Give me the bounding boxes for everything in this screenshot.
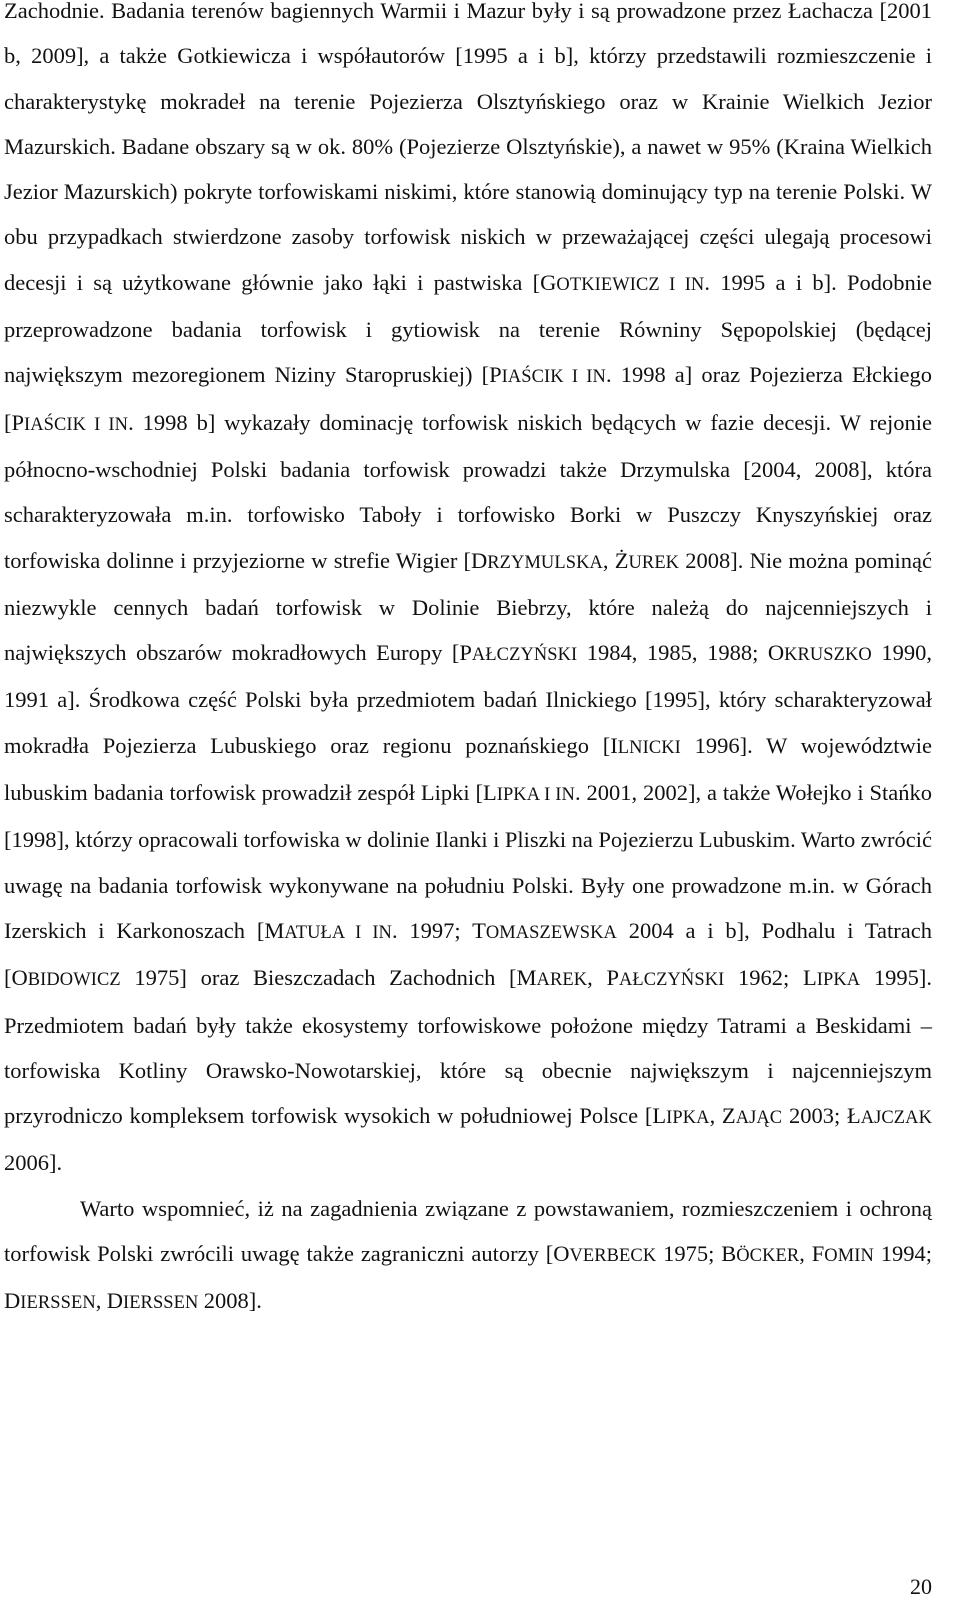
text-run: 1984, 1985, 1988; O [577, 640, 785, 666]
text-run: 1975; B [656, 1241, 737, 1267]
author-smallcaps: AŁCZYŃSKI [618, 969, 725, 990]
text-run: . 1998 b] wykazały dominację torfowisk niskich będących w fazie decesji. W rejonie północno-wschodniej Polski badania torfowisk prowadzi także Drzymulska [2004, 2008], która scharakteryzowała m.in. torfowisko Taboły i torfowisko Borki w Puszczy Knyszyńskiej oraz torfowiska dolinne i przyjeziorne w strefie Wigier [D [4, 409, 932, 573]
text-run: 1996]. W województwie lubuskim badania torfowisk prowadził zespół Lipki [L [4, 732, 932, 806]
author-smallcaps: OMASZEWSKA [485, 921, 617, 942]
author-smallcaps: ÖCKER [736, 1245, 800, 1266]
text-run: 2003; Ł [782, 1103, 861, 1129]
paragraph-2 [4, 1186, 932, 1326]
text-run: , Z [709, 1103, 736, 1129]
author-smallcaps: RZYMULSKA [487, 551, 603, 572]
page-number: 20 [910, 1574, 932, 1599]
paragraph-1 [4, 0, 932, 1186]
text-run: . 2001, 2002], a także Wołejko i Stańko [1998], którzy opracowali torfowiska w dolinie Ilanki i Pliszki na Pojezierzu Lubuskim. Warto zwrócić uwagę na badania torfowisk wykonywane na południu Polski. Były one prowadzone m.in. w Górach Izerskich i Karkonoszach [M [4, 780, 932, 943]
author-smallcaps: IAŚCIK I IN [24, 413, 129, 434]
text-run: . 1998 a] oraz Pojezierza Ełckiego [P [4, 362, 933, 435]
text-run: Warto wspomnieć, iż na zagadnienia związane z powstawaniem, rozmieszczeniem i ochroną torfowisk Polski zwrócili uwagę także zagraniczni autorzy [O [4, 1195, 932, 1267]
author-smallcaps: OMIN [824, 1245, 874, 1266]
text-run: , Ż [602, 547, 629, 573]
text-run: 1975] oraz Bieszczadach Zachodnich [M [120, 965, 537, 991]
text-run: 1994; D [4, 1241, 933, 1314]
author-smallcaps: VERBECK [569, 1245, 657, 1266]
text-run: . 1997; T [391, 917, 486, 943]
author-smallcaps: IAŚCIK I IN [501, 366, 606, 387]
text-run: 2008]. [198, 1288, 262, 1314]
text-run: Zachodnie. Badania terenów bagiennych Warmii i Mazur były i są prowadzone przez Łachacza [2001 b, 2009], a także Gotkiewicza i współautorów [1995 a i b], którzy przedstawili rozmieszczenie i charakterystykę mokradeł na terenie Pojezierza Olsztyńskiego oraz w Krainie Wielkich Jezior Mazurskich. Badane obszary są w ok. 80% (Pojezierze Olsztyńskie), a nawet w 95% (Kraina Wielkich Jezior Mazurskich) pokryte torfowiskami niskimi, które stanowią dominujący typ na terenie Polski. W obu przypadkach stwierdzone zasoby torfowisk niskich w przeważającej części ulegają procesowi decesji i są użytkowane głównie jako łąki i pastwiska [G [4, 0, 932, 295]
text-run: , P [587, 965, 619, 991]
text-run: 2008]. Nie można pominąć niezwykle cennych badań torfowisk w Dolinie Biebrzy, które należą do najcenniejszych i największych obszarów mokradłowych Europy [P [4, 547, 933, 666]
document-page [4, 0, 932, 1326]
author-smallcaps: LNICKI [617, 736, 681, 757]
author-smallcaps: KRUSZKO [784, 644, 872, 665]
author-smallcaps: IPKA I IN [496, 784, 575, 805]
author-smallcaps: IPKA [666, 1107, 710, 1128]
author-smallcaps: IPKA [816, 969, 861, 990]
text-run: 2006]. [4, 1150, 63, 1176]
text-run: 1990, 1991 a]. Środkowa część Polski była przedmiotem badań Ilnickiego [1995], który scharakteryzował mokradła Pojezierza Lubuskiego oraz regionu poznańskiego [I [4, 640, 932, 758]
author-smallcaps: OTKIEWICZ I IN [556, 273, 705, 294]
text-run: . 1995 a i b]. Podobnie przeprowadzone badania torfowisk i gytiowisk na terenie Równiny Sępopolskiej (będącej największym mezoregionem Niziny Staropruskiej) [P [4, 269, 933, 388]
text-run: , D [95, 1288, 123, 1314]
text-run: 1995]. Przedmiotem badań były także ekosystemy torfowiskowe położone między Tatrami a Beskidami – torfowiska Kotliny Orawsko-Nowotarskiej, które są obecnie największym i najcenniejszym przyrodniczo kompleksem torfowisk wysokich w południowej Polsce [L [4, 965, 932, 1129]
author-smallcaps: BIDOWICZ [27, 969, 121, 990]
text-run: 1962; L [724, 965, 817, 991]
author-smallcaps: IERSSEN [20, 1292, 96, 1313]
author-smallcaps: AREK [536, 969, 588, 990]
author-smallcaps: AJCZAK [860, 1107, 932, 1128]
text-run: , F [799, 1241, 825, 1267]
author-smallcaps: AJĄC [735, 1107, 783, 1128]
author-smallcaps: ATUŁA I IN [284, 921, 392, 942]
author-smallcaps: UREK [628, 551, 680, 572]
author-smallcaps: IERSSEN [122, 1292, 199, 1313]
author-smallcaps: AŁCZYŃSKI [471, 644, 578, 665]
text-run: 2004 a i b], Podhalu i Tatrach [O [4, 917, 932, 991]
